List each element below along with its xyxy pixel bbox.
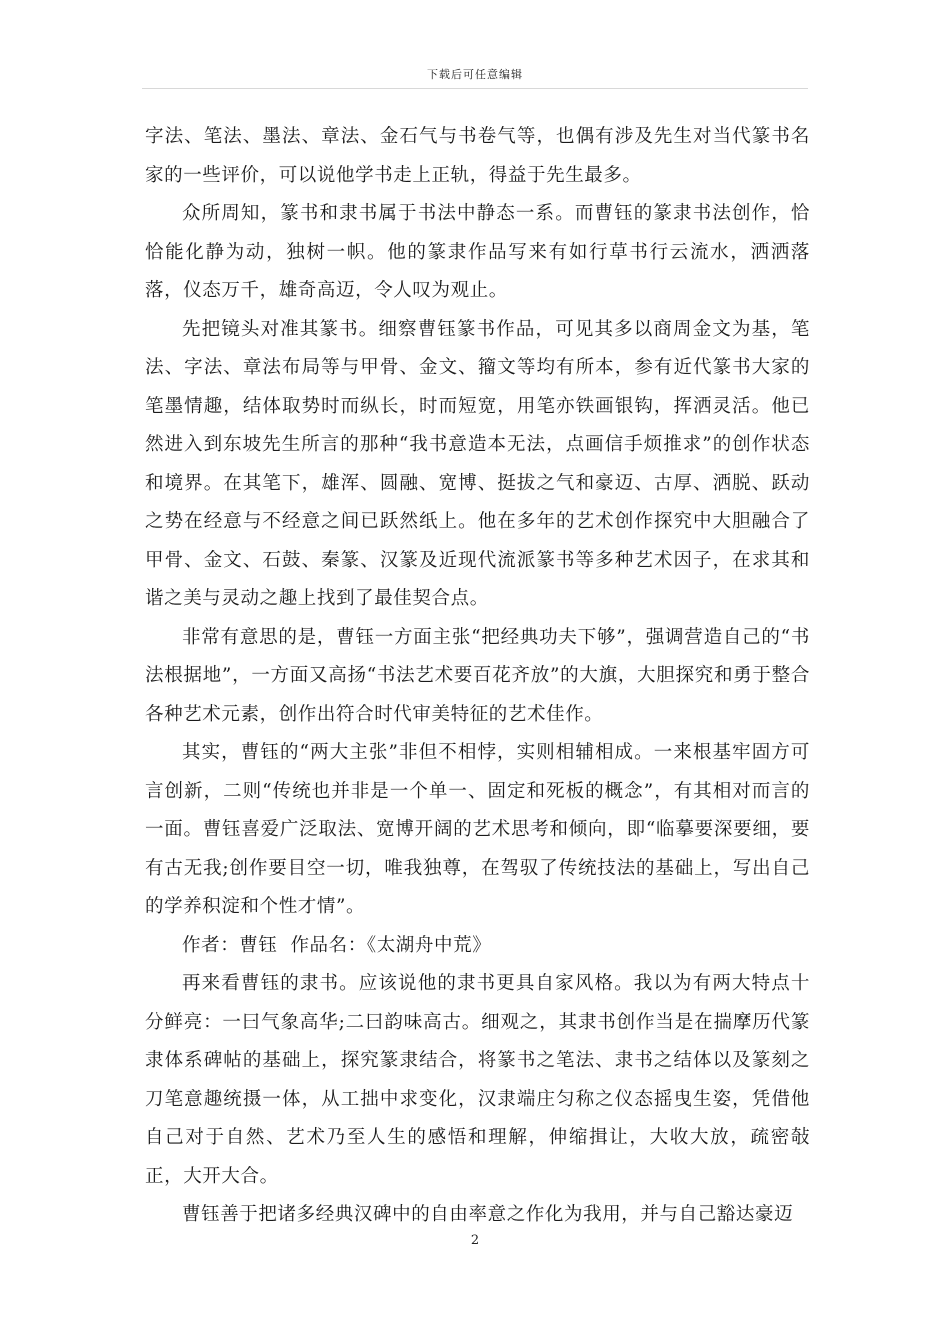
body-text (145, 118, 810, 1235)
paragraph: 曹钰善于把诸多经典汉碑中的自由率意之作化为我用，并与自己豁达豪迈 (182, 1204, 794, 1225)
paragraph: 其实，曹钰的“两大主张”非但不相悖，实则相辅相成。一来根基牢固方可言创新，二则“传统也并非是一个单一、固定和死板的概念”，有其相对而言的一面。曹钰喜爱广泛取法、宽博开阔的艺术思考和倾向，即“临摹要深要细，要有古无我;创作要目空一切，唯我独尊，在驾驭了传统技法的基础上，写出自己的学养积淀和个性才情”。 (145, 742, 810, 917)
paragraph: 众所周知，篆书和隶书属于书法中静态一系。而曹钰的篆隶书法创作，恰恰能化静为动，独树一帜。他的篆隶作品写来有如行草书行云流水，洒洒落落，仪态万千，雄奇高迈，令人叹为观止。 (145, 203, 810, 301)
page-number: 2 (470, 1233, 480, 1248)
paragraph: 先把镜头对准其篆书。细察曹钰篆书作品，可见其多以商周金文为基，笔法、字法、章法布局等与甲骨、金文、籀文等均有所本，参有近代篆书大家的笔墨情趣，结体取势时而纵长，时而短宽，用笔亦铁画银钩，挥洒灵活。他已然进入到东坡先生所言的那种“我书意造本无法，点画信手烦推求”的创作状态和境界。在其笔下，雄浑、圆融、宽博、挺拔之气和豪迈、古厚、洒脱、跃动之势在经意与不经意之间已跃然纸上。他在多年的艺术创作探究中大胆融合了甲骨、金文、石鼓、秦篆、汉篆及近现代流派篆书等多种艺术因子，在求其和谐之美与灵动之趣上找到了最佳契合点。 (145, 318, 810, 609)
paragraph: 再来看曹钰的隶书。应该说他的隶书更具自家风格。我以为有两大特点十分鲜亮：一曰气象高华;二曰韵味高古。细观之，其隶书创作当是在揣摩历代篆隶体系碑帖的基础上，探究篆隶结合，将篆书之笔法、隶书之结体以及篆刻之刀笔意趣统摄一体，从工拙中求变化，汉隶端庄匀称之仪态摇曳生姿，凭借他自己对于自然、艺术乃至人生的感悟和理解，伸缩揖让，大收大放，疏密敧正，大开大合。 (145, 973, 810, 1187)
artwork-caption: 作者：曹钰 作品名：《太湖舟中荒》 (182, 934, 492, 956)
page-header: 下载后可任意编辑 (427, 68, 523, 81)
paragraph: 非常有意思的是，曹钰一方面主张“把经典功夫下够”，强调营造自己的“书法根据地”，一方面又高扬“书法艺术要百花齐放”的大旗，大胆探究和勇于整合各种艺术元素，创作出符合时代审美特征的艺术佳作。 (145, 626, 810, 725)
header-divider (142, 88, 808, 89)
paragraph: 字法、笔法、墨法、章法、金石气与书卷气等，也偶有涉及先生对当代篆书名家的一些评价，可以说他学书走上正轨，得益于先生最多。 (145, 126, 810, 186)
